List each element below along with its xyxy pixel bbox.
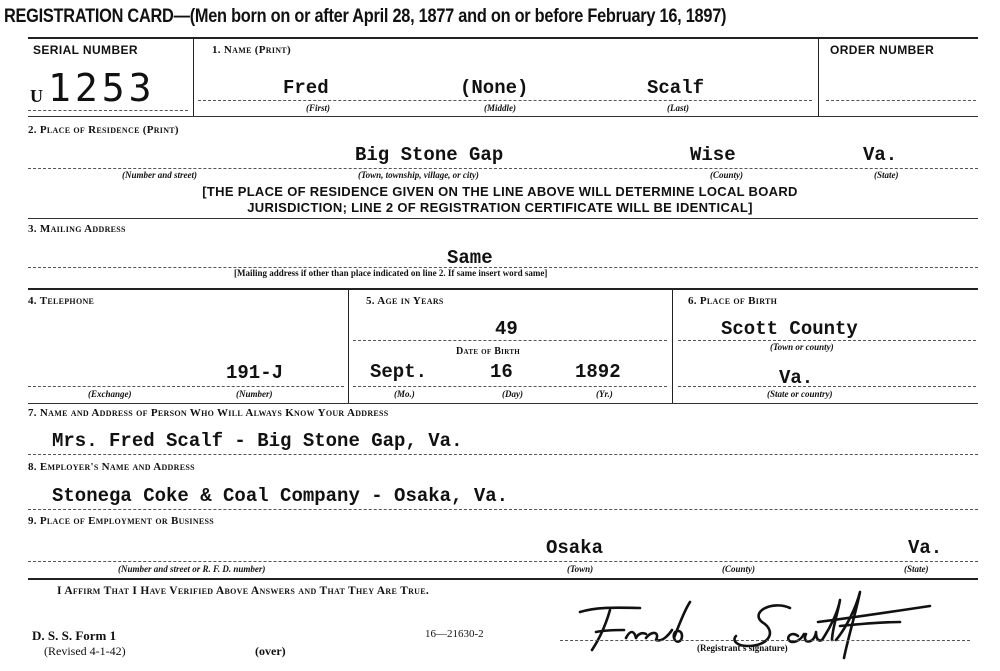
employer-line [28, 509, 978, 510]
employment-street-caption: (Number and street or R. F. D. number) [118, 564, 266, 574]
employment-label: 9. Place of Employment or Business [28, 515, 215, 527]
age-label: 5. Age in Years [366, 295, 444, 307]
serial-number: 1253 [48, 66, 156, 110]
mailing-caption: [Mailing address if other than place indicated on line 2. If same insert word same] [234, 268, 548, 278]
name-last-caption: (Last) [667, 103, 689, 113]
contact-value: Mrs. Fred Scalf - Big Stone Gap, Va. [52, 430, 463, 452]
name-middle: (None) [460, 77, 529, 99]
age-line [353, 340, 667, 341]
employment-line [28, 561, 978, 562]
serial-prefix: U [30, 86, 43, 106]
dob-year-caption: (Yr.) [596, 389, 613, 399]
title-subtitle: (Men born on or after April 28, 1877 and on or before February 16, 1897) [189, 6, 727, 27]
telephone-number-caption: (Number) [236, 389, 273, 399]
contact-label: 7. Name and Address of Person Who Will Always Know Your Address [28, 407, 389, 419]
residence-notice-line1: [THE PLACE OF RESIDENCE GIVEN ON THE LINE ABOVE WILL DETERMINE LOCAL BOARD [202, 184, 798, 199]
telephone-number: 191-J [226, 362, 284, 384]
mailing-label: 3. Mailing Address [28, 223, 126, 235]
birthplace-state: Va. [779, 367, 814, 389]
employment-state: Va. [908, 537, 943, 559]
dob-year: 1892 [575, 361, 621, 383]
mailing-value: Same [447, 247, 493, 269]
residence-town-caption: (Town, township, village, or city) [358, 170, 479, 180]
form-over: (over) [255, 644, 286, 658]
employment-state-caption: (State) [904, 564, 929, 574]
employment-town: Osaka [546, 537, 604, 559]
telephone-line [28, 386, 344, 387]
residence-notice [60, 184, 940, 216]
residence-county-caption: (County) [710, 170, 744, 180]
birthplace-label: 6. Place of Birth [688, 295, 778, 307]
signature-caption: (Registrant's signature) [697, 643, 788, 653]
signature-line [560, 640, 970, 641]
employer-value: Stonega Coke & Coal Company - Osaka, Va. [52, 485, 509, 507]
order-label: ORDER NUMBER [830, 43, 935, 57]
card-title [4, 6, 726, 28]
residence-county: Wise [690, 144, 736, 166]
residence-notice-line2: JURISDICTION; LINE 2 OF REGISTRATION CERTIFICATE WILL BE IDENTICAL] [247, 200, 753, 215]
contact-line [28, 454, 978, 455]
residence-state-caption: (State) [874, 170, 899, 180]
residence-town: Big Stone Gap [355, 144, 504, 166]
form-code: 16—21630-2 [425, 628, 484, 640]
affirm-text: I Affirm That I Have Verified Above Answers and That They Are True. [57, 585, 430, 597]
birthplace-county: Scott County [721, 318, 858, 340]
dob-line [353, 386, 667, 387]
birthplace-line [678, 340, 976, 341]
form-number: D. S. S. Form 1 [32, 628, 117, 643]
name-last: Scalf [647, 77, 705, 99]
rule-tel-right [348, 288, 349, 404]
name-first: Fred [283, 77, 329, 99]
residence-state: Va. [863, 144, 898, 166]
birthplace-state-line [678, 386, 976, 387]
serial-label: SERIAL NUMBER [33, 43, 138, 57]
rule-age-right [672, 288, 673, 404]
order-line [826, 100, 976, 101]
birthplace-state-caption: (State or country) [767, 389, 833, 399]
dob-month-caption: (Mo.) [394, 389, 415, 399]
name-label: 1. Name (Print) [212, 44, 291, 56]
dob-day-caption: (Day) [502, 389, 523, 399]
telephone-label: 4. Telephone [28, 295, 95, 307]
serial-line [28, 110, 188, 111]
rule-row2 [28, 218, 978, 219]
rule-serial-right [193, 37, 194, 117]
residence-line [28, 168, 978, 169]
residence-street-caption: (Number and street) [122, 170, 197, 180]
rule-row4 [28, 403, 978, 404]
age-value: 49 [495, 318, 518, 340]
dob-day: 16 [490, 361, 513, 383]
residence-label: 2. Place of Residence (Print) [28, 124, 179, 136]
employment-county-caption: (County) [722, 564, 756, 574]
rule-top [28, 37, 978, 39]
birthplace-county-caption: (Town or county) [770, 342, 834, 352]
name-first-caption: (First) [306, 103, 331, 113]
employer-label: 8. Employer's Name and Address [28, 461, 195, 473]
rule-row3 [28, 288, 978, 290]
name-line [198, 100, 812, 101]
dob-month: Sept. [370, 361, 428, 383]
title-text: REGISTRATION CARD— [4, 6, 190, 27]
telephone-exchange-caption: (Exchange) [88, 389, 132, 399]
name-middle-caption: (Middle) [484, 103, 516, 113]
form-revised: (Revised 4-1-42) [44, 644, 126, 658]
rule-order-left [818, 37, 819, 117]
dob-label: Date of Birth [456, 346, 521, 357]
employment-town-caption: (Town) [567, 564, 594, 574]
rule-row1 [28, 116, 978, 117]
